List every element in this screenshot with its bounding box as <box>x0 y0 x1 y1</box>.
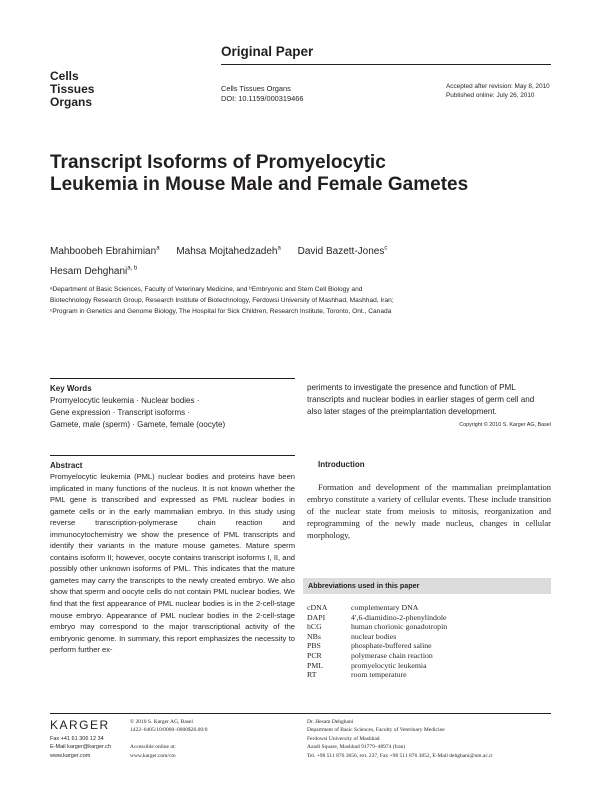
publishing-line <box>130 735 207 743</box>
section-label: Original Paper <box>221 44 314 59</box>
logo-line: Tissues <box>50 82 95 96</box>
abbreviation-row: PML promyelocytic leukemia <box>307 660 427 670</box>
journal-info <box>221 84 303 104</box>
contact-line[interactable]: www.karger.com <box>50 752 91 759</box>
copyright: Copyright © 2010 S. Karger AG, Basel <box>459 422 551 428</box>
publishing-line: Accessible online at: <box>130 744 176 751</box>
abbreviation-row: PBS phosphate-buffered saline <box>307 641 432 651</box>
paper-title: Transcript Isoforms of Promyelocytic Leukemia in Mouse Male and Female Gametes <box>50 152 469 195</box>
abbreviations-table <box>307 603 447 680</box>
doi[interactable]: DOI: 10.1159/000319466 <box>221 94 304 103</box>
keyword-line: Promyelocytic leukemia · Nuclear bodies · <box>50 396 200 405</box>
abbreviation-row: NBs nuclear bodies <box>307 631 397 641</box>
introduction-heading: Introduction <box>318 460 365 469</box>
publishing-line: © 2010 S. Karger AG, Basel <box>130 719 193 725</box>
author-list <box>50 241 550 280</box>
abstract-rule <box>50 455 295 456</box>
affiliation-line: Biotechnology Research Group, Research Institute of Biotechnology, Ferdowsi University of Mashhad, Mashhad, Iran; <box>50 297 394 304</box>
abbreviation-row: PCR polymerase chain reaction <box>307 650 433 660</box>
correspondence-line: Azadi Square, Mashhad 91779–48974 (Iran) <box>307 744 406 751</box>
abbreviation-row: DAPI 4′,6-diamidino-2-phenylindole <box>307 612 447 622</box>
publisher-logo: KARGER <box>50 718 110 732</box>
keywords-heading: Key Words <box>50 384 92 393</box>
publication-dates <box>446 83 550 100</box>
journal-name: Cells Tissues Organs <box>221 84 291 93</box>
footer-rule <box>50 713 551 714</box>
abbreviation-row: cDNA complementary DNA <box>307 603 419 612</box>
publishing-line[interactable]: www.karger.com/cto <box>130 752 176 759</box>
keyword-line: Gamete, male (sperm) · Gamete, female (oocyte) <box>50 420 226 429</box>
affiliation-line: ᵃDepartment of Basic Sciences, Faculty of Veterinary Medicine, and ᵇEmbryonic and Stem Cell Biology and <box>50 286 363 293</box>
abstract-continuation: periments to investigate the presence and function of PML transcripts and nuclear bodies in earlier stages of germ cell and also later stages of the preimplantation development. <box>307 383 535 416</box>
publisher-contact <box>50 735 111 760</box>
correspondence-line: Tel. +98 511 876 3656, ext. 237, Fax +98 511 876 3852, E-Mail dehghani@um.ac.ir <box>307 752 493 759</box>
contact-line[interactable]: E-Mail karger@karger.ch <box>50 744 111 751</box>
published-date: Published online: July 26, 2010 <box>446 91 535 99</box>
author: David Bazett-Jones$^c$ <box>297 246 388 258</box>
affiliation-line: ᶜProgram in Genetics and Genome Biology, The Hospital for Sick Children, Research Institute, Toronto, Ont., Canada <box>50 308 392 315</box>
abstract-heading: Abstract <box>50 461 83 470</box>
introduction-text: Formation and development of the mammalian preimplantation embryo constitute a variety of cellular events. These include transition of the nuclear state from meiosis to mitosis, reorganization and reprogramming of the newly made nucleus, changes in cellular morphology, <box>307 482 551 541</box>
correspondence-line: Department of Basic Sciences, Faculty of Veterinary Medicine <box>307 727 445 734</box>
accepted-date: Accepted after revision: May 8, 2010 <box>446 83 550 90</box>
affiliations <box>50 284 570 317</box>
contact-line: Fax +41 61 306 12 34 <box>50 736 104 742</box>
abbreviation-row: RT room temperature <box>307 670 407 680</box>
abstract-text: Promyelocytic leukemia (PML) nuclear bodies and proteins have been implicated in many functions of the nucleus. It is not known whether the PML gene is transcribed and expressed as PML nuclear bodies in gamete cells or in the early mammalian embryo. In this study using reverse transcription-polymerase chain reaction and immunocytochemistry we show the presence of PML transcripts and identify their variants in the mature mouse gametes. Mature sperm contains isoform II; however, oocyte contains transcript isoforms I, II, and possibly other unknown isoforms of PML. This indicates that the mature gametes may carry the transcripts to the newly created embryo. We also show that sperm and oocyte cells do not contain PML nuclear bodies. We find that the first appearance of PML nuclear bodies is in the 2-cell-stage mouse embryo. Appearance of PML nuclear bodies in the 2-cell-stage embryo may correspond to the major transcriptional activity of the embryonic genome. In summary, this report emphasizes the necessity to perform further ex- <box>50 472 295 655</box>
keywords-list <box>50 395 290 431</box>
header-rule <box>221 64 551 65</box>
logo-line: Cells <box>50 69 79 83</box>
logo-line: Organs <box>50 95 93 109</box>
journal-logo <box>50 70 94 109</box>
publishing-line: 1422–6405/10/0000–0000$26.00/0 <box>130 727 208 734</box>
author: Hesam Dehghani$^{a, b}$ <box>50 265 138 277</box>
abbreviations-heading: Abbreviations used in this paper <box>303 578 551 594</box>
keyword-line: Gene expression · Transcript isoforms · <box>50 408 191 417</box>
author: Mahsa Mojtahedzadeh$^a$ <box>176 246 281 258</box>
correspondence-line: Ferdowsi University of Mashhad <box>307 735 380 742</box>
author: Mahboobeh Ebrahimian$^a$ <box>50 246 160 258</box>
keywords-rule <box>50 378 295 379</box>
correspondence-line: Dr. Hesam Dehghani <box>307 719 354 725</box>
abbreviation-row: hCG human chorionic gonadotropin <box>307 622 448 632</box>
correspondence <box>307 718 557 760</box>
publishing-info <box>130 718 207 760</box>
